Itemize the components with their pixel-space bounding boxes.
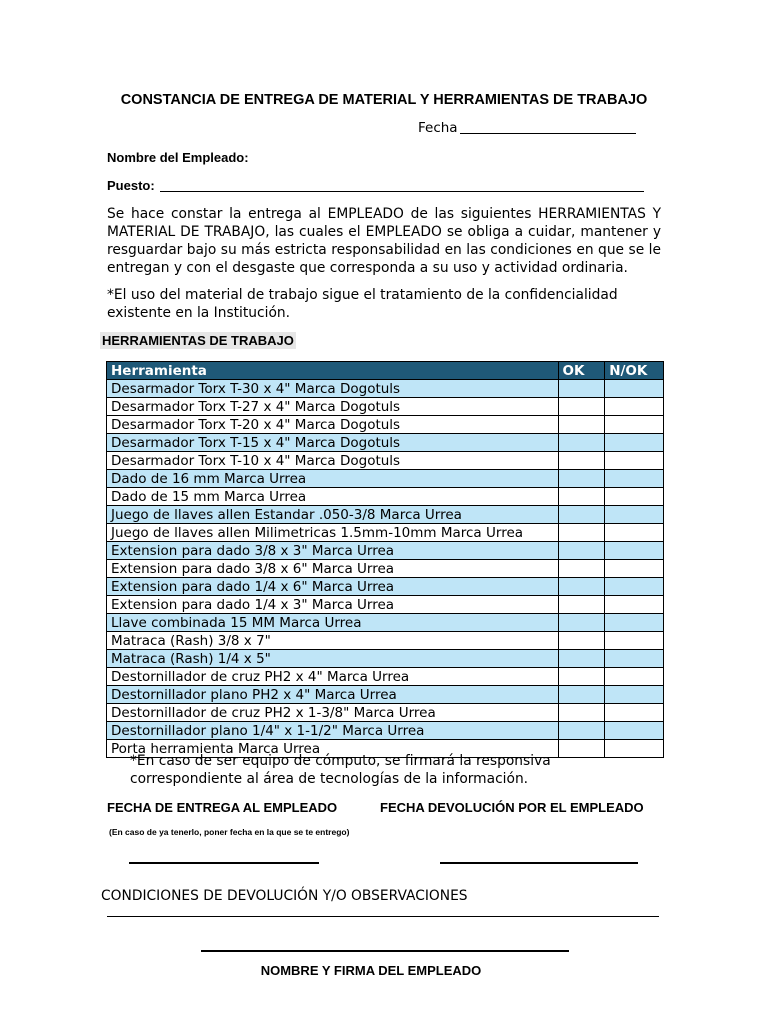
condiciones-label: CONDICIONES DE DEVOLUCIÓN Y/O OBSERVACIONES xyxy=(101,888,468,904)
ok-cell[interactable] xyxy=(558,380,605,398)
tool-name-cell: Matraca (Rash) 3/8 x 7" xyxy=(107,632,559,650)
fecha-devolucion-label: FECHA DEVOLUCIÓN POR EL EMPLEADO xyxy=(380,800,644,815)
header-herramienta: Herramienta xyxy=(107,362,559,380)
ok-cell[interactable] xyxy=(558,542,605,560)
tool-name-cell: Desarmador Torx T-10 x 4" Marca Dogotuls xyxy=(107,452,559,470)
table-header-row xyxy=(107,362,664,380)
table-row xyxy=(107,650,664,668)
ok-cell[interactable] xyxy=(558,596,605,614)
tool-name-cell: Destornillador de cruz PH2 x 1-3/8" Marca Urrea xyxy=(107,704,559,722)
nok-cell[interactable] xyxy=(605,596,664,614)
nok-cell[interactable] xyxy=(605,614,664,632)
table-row xyxy=(107,614,664,632)
tool-name-cell: Desarmador Torx T-27 x 4" Marca Dogotuls xyxy=(107,398,559,416)
fecha-label: Fecha xyxy=(418,120,458,136)
ok-cell[interactable] xyxy=(558,650,605,668)
nok-cell[interactable] xyxy=(605,650,664,668)
tool-name-cell: Desarmador Torx T-30 x 4" Marca Dogotuls xyxy=(107,380,559,398)
nok-cell[interactable] xyxy=(605,722,664,740)
nok-cell[interactable] xyxy=(605,416,664,434)
tool-name-cell: Matraca (Rash) 1/4 x 5" xyxy=(107,650,559,668)
tool-name-cell: Juego de llaves allen Milimetricas 1.5mm-10mm Marca Urrea xyxy=(107,524,559,542)
ok-cell[interactable] xyxy=(558,704,605,722)
fecha-entrega-field[interactable] xyxy=(129,862,319,864)
nok-cell[interactable] xyxy=(605,434,664,452)
ok-cell[interactable] xyxy=(558,686,605,704)
fecha-field[interactable] xyxy=(460,133,636,134)
nok-cell[interactable] xyxy=(605,686,664,704)
nok-cell[interactable] xyxy=(605,704,664,722)
nok-cell[interactable] xyxy=(605,470,664,488)
puesto-label: Puesto: xyxy=(107,178,155,193)
nok-cell[interactable] xyxy=(605,524,664,542)
ok-cell[interactable] xyxy=(558,434,605,452)
fecha-devolucion-field[interactable] xyxy=(440,862,638,864)
ok-cell[interactable] xyxy=(558,452,605,470)
table-row xyxy=(107,686,664,704)
ok-cell[interactable] xyxy=(558,506,605,524)
firma-label: NOMBRE Y FIRMA DEL EMPLEADO xyxy=(260,963,482,978)
table-row xyxy=(107,524,664,542)
tool-name-cell: Extension para dado 1/4 x 6" Marca Urrea xyxy=(107,578,559,596)
tool-name-cell: Llave combinada 15 MM Marca Urrea xyxy=(107,614,559,632)
ok-cell[interactable] xyxy=(558,614,605,632)
ok-cell[interactable] xyxy=(558,632,605,650)
tool-name-cell: Extension para dado 1/4 x 3" Marca Urrea xyxy=(107,596,559,614)
ok-cell[interactable] xyxy=(558,560,605,578)
nok-cell[interactable] xyxy=(605,542,664,560)
tools-table xyxy=(106,361,664,758)
ok-cell[interactable] xyxy=(558,578,605,596)
ok-cell[interactable] xyxy=(558,668,605,686)
tool-name-cell: Porta herramienta Marca Urrea xyxy=(107,740,559,758)
table-row xyxy=(107,452,664,470)
nok-cell[interactable] xyxy=(605,740,664,758)
tool-name-cell: Desarmador Torx T-20 x 4" Marca Dogotuls xyxy=(107,416,559,434)
nok-cell[interactable] xyxy=(605,668,664,686)
nombre-empleado-label: Nombre del Empleado: xyxy=(107,150,249,165)
nok-cell[interactable] xyxy=(605,452,664,470)
table-row xyxy=(107,380,664,398)
nok-cell[interactable] xyxy=(605,560,664,578)
header-nok: N/OK xyxy=(605,362,664,380)
table-row xyxy=(107,506,664,524)
firma-field[interactable] xyxy=(201,950,569,952)
section-title: HERRAMIENTAS DE TRABAJO xyxy=(102,333,294,348)
table-row xyxy=(107,470,664,488)
tool-name-cell: Juego de llaves allen Estandar .050-3/8 Marca Urrea xyxy=(107,506,559,524)
document-title: CONSTANCIA DE ENTREGA DE MATERIAL Y HERRAMIENTAS DE TRABAJO xyxy=(120,92,648,108)
table-row xyxy=(107,416,664,434)
ok-cell[interactable] xyxy=(558,488,605,506)
table-row xyxy=(107,434,664,452)
table-row xyxy=(107,632,664,650)
header-ok: OK xyxy=(558,362,605,380)
tool-name-cell: Extension para dado 3/8 x 6" Marca Urrea xyxy=(107,560,559,578)
condiciones-field[interactable] xyxy=(107,916,659,917)
equipment-note: *En caso de ser equipo de cómputo, se firmará la responsiva correspondiente al área de tecnologías de la información. xyxy=(130,753,551,787)
ok-cell[interactable] xyxy=(558,416,605,434)
tool-name-cell: Dado de 16 mm Marca Urrea xyxy=(107,470,559,488)
tool-name-cell: Extension para dado 3/8 x 3" Marca Urrea xyxy=(107,542,559,560)
tool-name-cell: Dado de 15 mm Marca Urrea xyxy=(107,488,559,506)
fecha-entrega-note: (En caso de ya tenerlo, poner fecha en la que se te entrego) xyxy=(109,827,350,837)
table-row xyxy=(107,668,664,686)
tool-name-cell: Destornillador plano PH2 x 4" Marca Urrea xyxy=(107,686,559,704)
tool-name-cell: Destornillador de cruz PH2 x 4" Marca Urrea xyxy=(107,668,559,686)
fecha-entrega-label: FECHA DE ENTREGA AL EMPLEADO xyxy=(107,800,338,815)
tool-name-cell: Destornillador plano 1/4" x 1-1/2" Marca Urrea xyxy=(107,722,559,740)
nok-cell[interactable] xyxy=(605,380,664,398)
table-row xyxy=(107,596,664,614)
ok-cell[interactable] xyxy=(558,722,605,740)
tool-name-cell: Desarmador Torx T-15 x 4" Marca Dogotuls xyxy=(107,434,559,452)
ok-cell[interactable] xyxy=(558,398,605,416)
table-row xyxy=(107,398,664,416)
table-row xyxy=(107,560,664,578)
puesto-field[interactable] xyxy=(160,191,644,192)
intro-paragraph: Se hace constar la entrega al EMPLEADO de las siguientes HERRAMIENTAS Y MATERIAL DE TRABAJO, las cuales el EMPLEADO se obliga a cuidar, mantener y resguardar bajo su más estricta responsabilidad en las condiciones en que se le entregan y con el desgaste que corresponda a su uso y actividad ordinaria. xyxy=(107,206,661,276)
table-row xyxy=(107,722,664,740)
ok-cell[interactable] xyxy=(558,470,605,488)
table-row xyxy=(107,488,664,506)
nok-cell[interactable] xyxy=(605,632,664,650)
nok-cell[interactable] xyxy=(605,578,664,596)
table-row xyxy=(107,578,664,596)
confidentiality-paragraph: *El uso del material de trabajo sigue el tratamiento de la confidencialidad existente en la Institución. xyxy=(107,287,618,321)
nok-cell[interactable] xyxy=(605,506,664,524)
ok-cell[interactable] xyxy=(558,524,605,542)
table-row xyxy=(107,542,664,560)
nok-cell[interactable] xyxy=(605,398,664,416)
table-row xyxy=(107,704,664,722)
nok-cell[interactable] xyxy=(605,488,664,506)
